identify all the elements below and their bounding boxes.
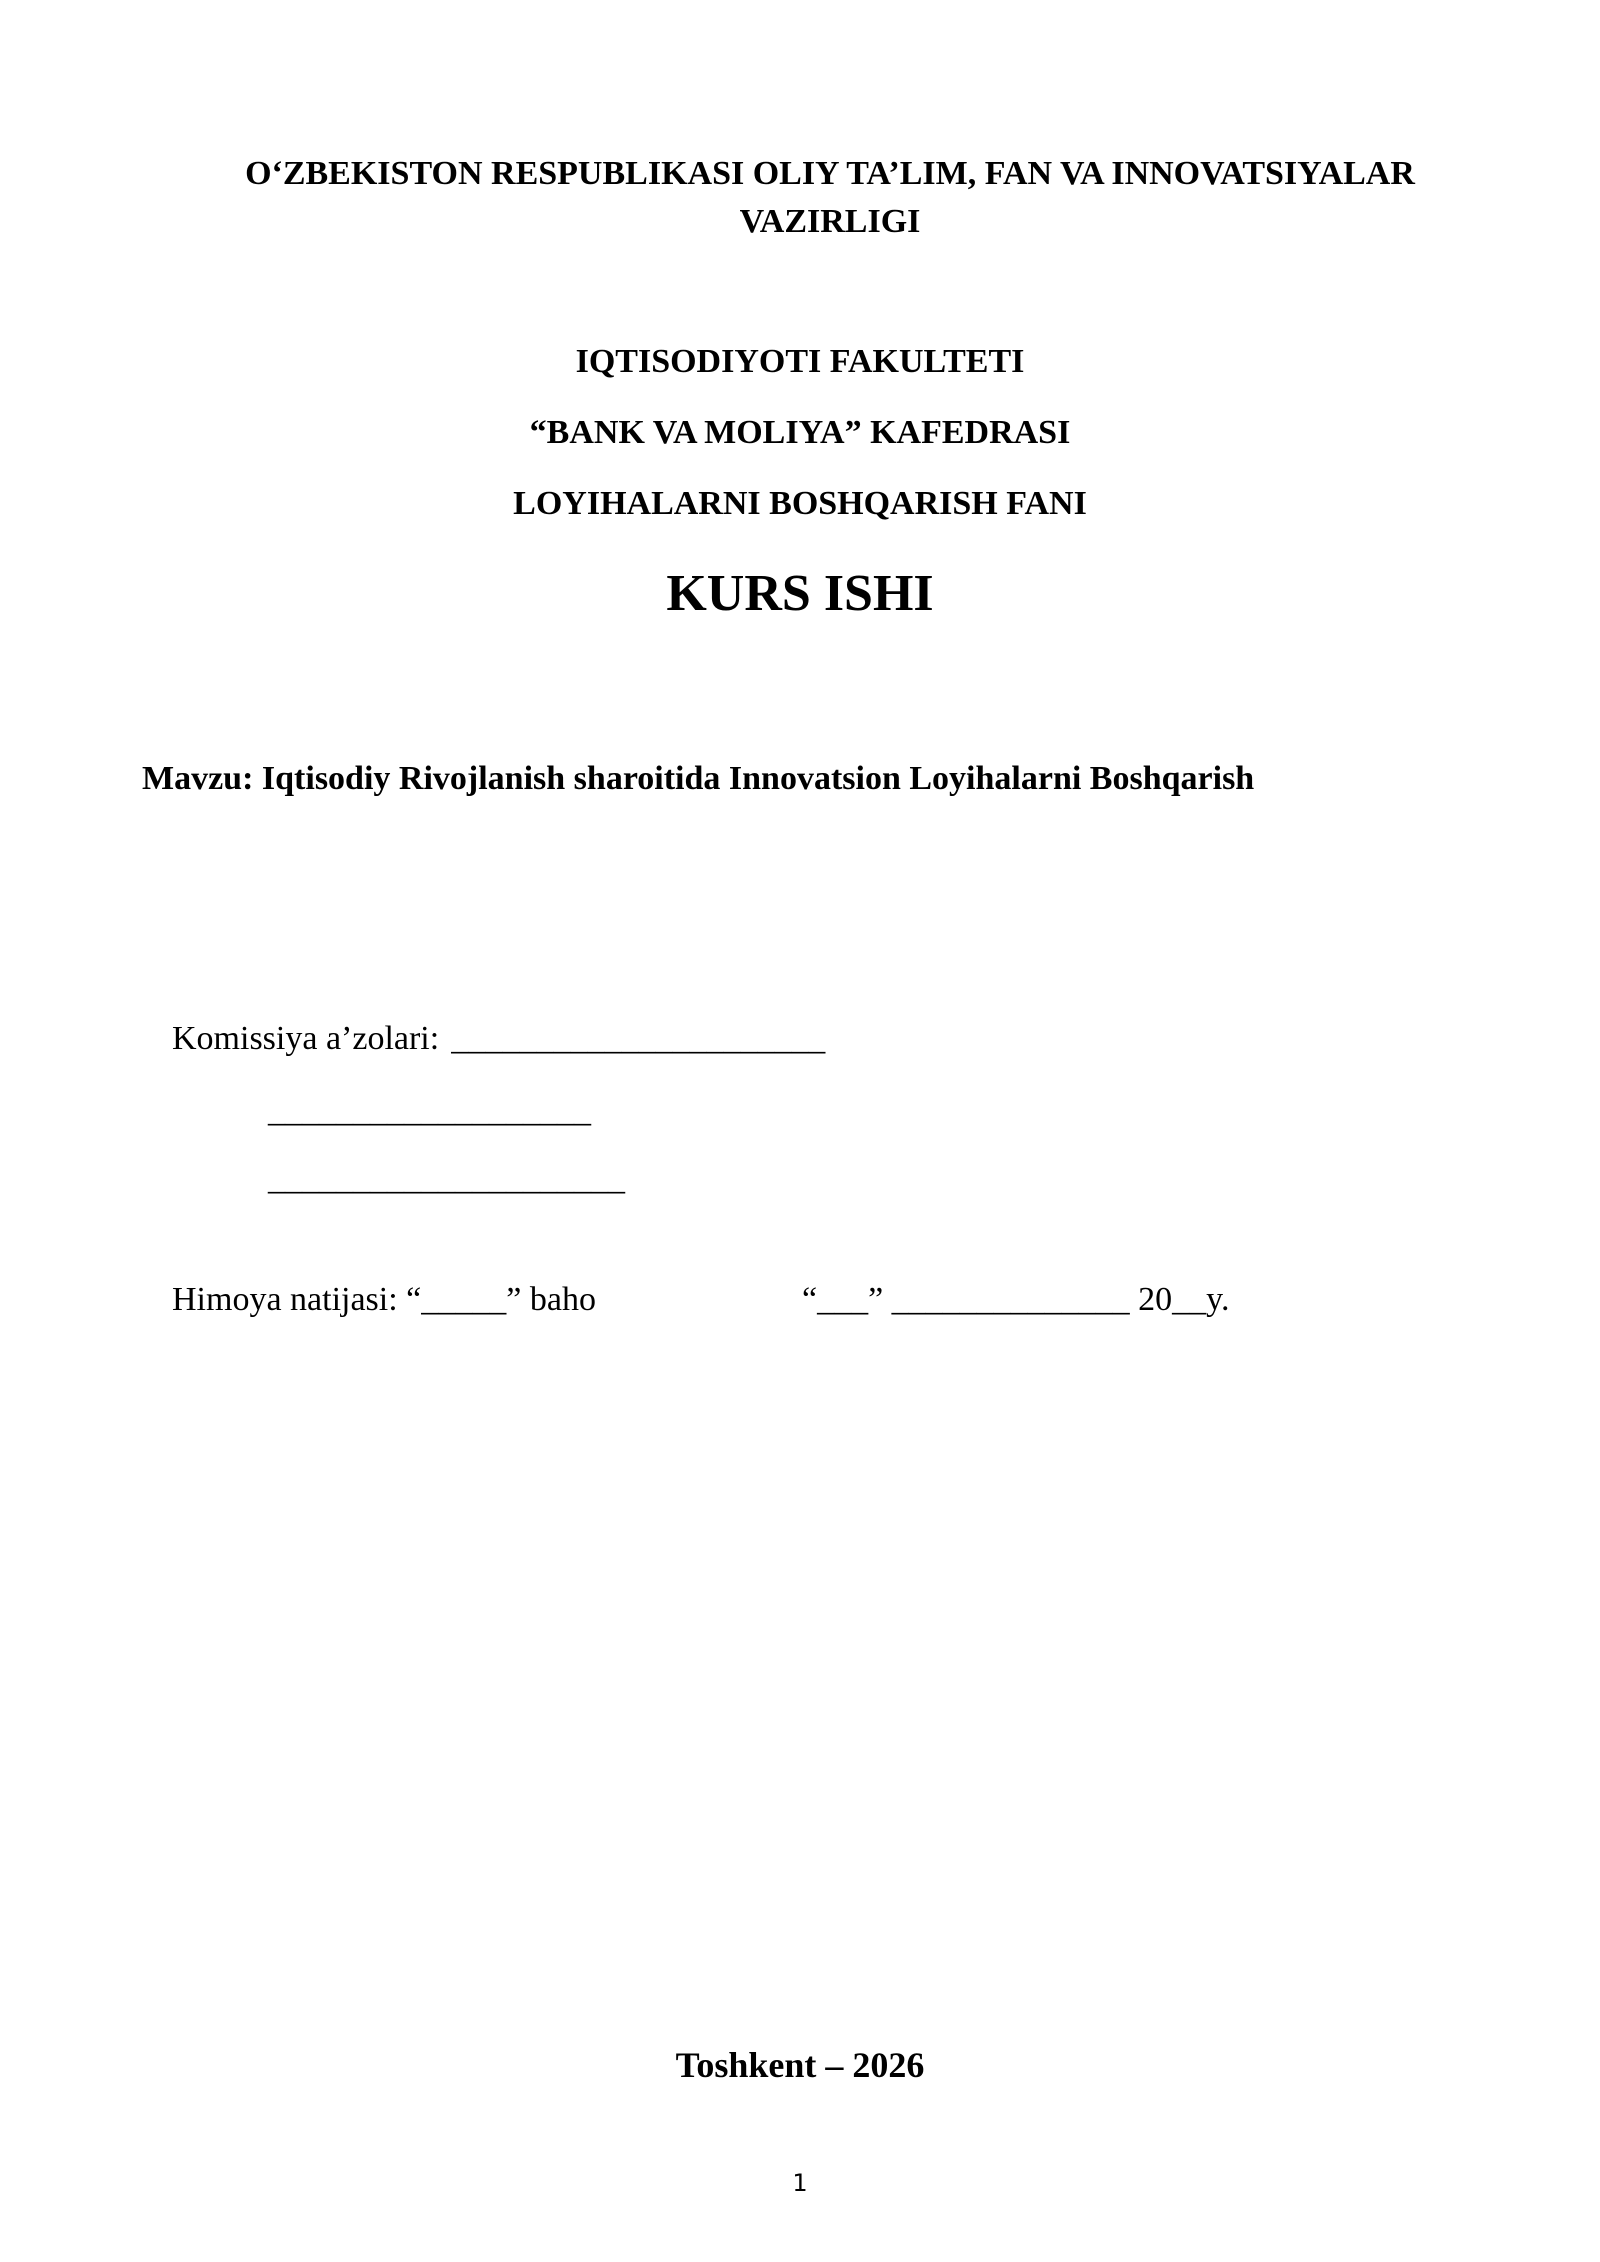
defense-date: “___” ______________ 20__y. bbox=[802, 1281, 1230, 1318]
topic-line bbox=[142, 756, 1254, 802]
commission-label: Komissiya a’zolari: bbox=[172, 1020, 440, 1057]
faculty-heading: IQTISODIYOTI FAKULTETI bbox=[575, 343, 1025, 380]
department-heading: “BANK VA MOLIYA” KAFEDRASI bbox=[529, 414, 1071, 451]
page-number: 1 bbox=[792, 2169, 808, 2197]
document-title: KURS ISHI bbox=[666, 565, 934, 622]
subject-heading: LOYIHALARNI BOSHQARISH FANI bbox=[513, 485, 1087, 522]
commission-blank-2: ___________________ bbox=[268, 1092, 591, 1129]
commission-blank-1: ______________________ bbox=[451, 1020, 826, 1057]
commission-blank-3: _____________________ bbox=[268, 1160, 625, 1197]
defense-result: Himoya natijasi: “_____” baho bbox=[172, 1281, 596, 1318]
topic-text: Mavzu: Iqtisodiy Rivojlanish sharoitida Innovatsion Loyihalarni Boshqarish bbox=[142, 760, 1255, 797]
ministry-heading: O‘ZBEKISTON RESPUBLIKASI OLIY TA’LIM, FAN VA INNOVATSIYALAR VAZIRLIGI bbox=[245, 155, 1415, 240]
commission-row bbox=[172, 1016, 825, 1062]
city-year: Toshkent – 2026 bbox=[675, 2045, 925, 2085]
